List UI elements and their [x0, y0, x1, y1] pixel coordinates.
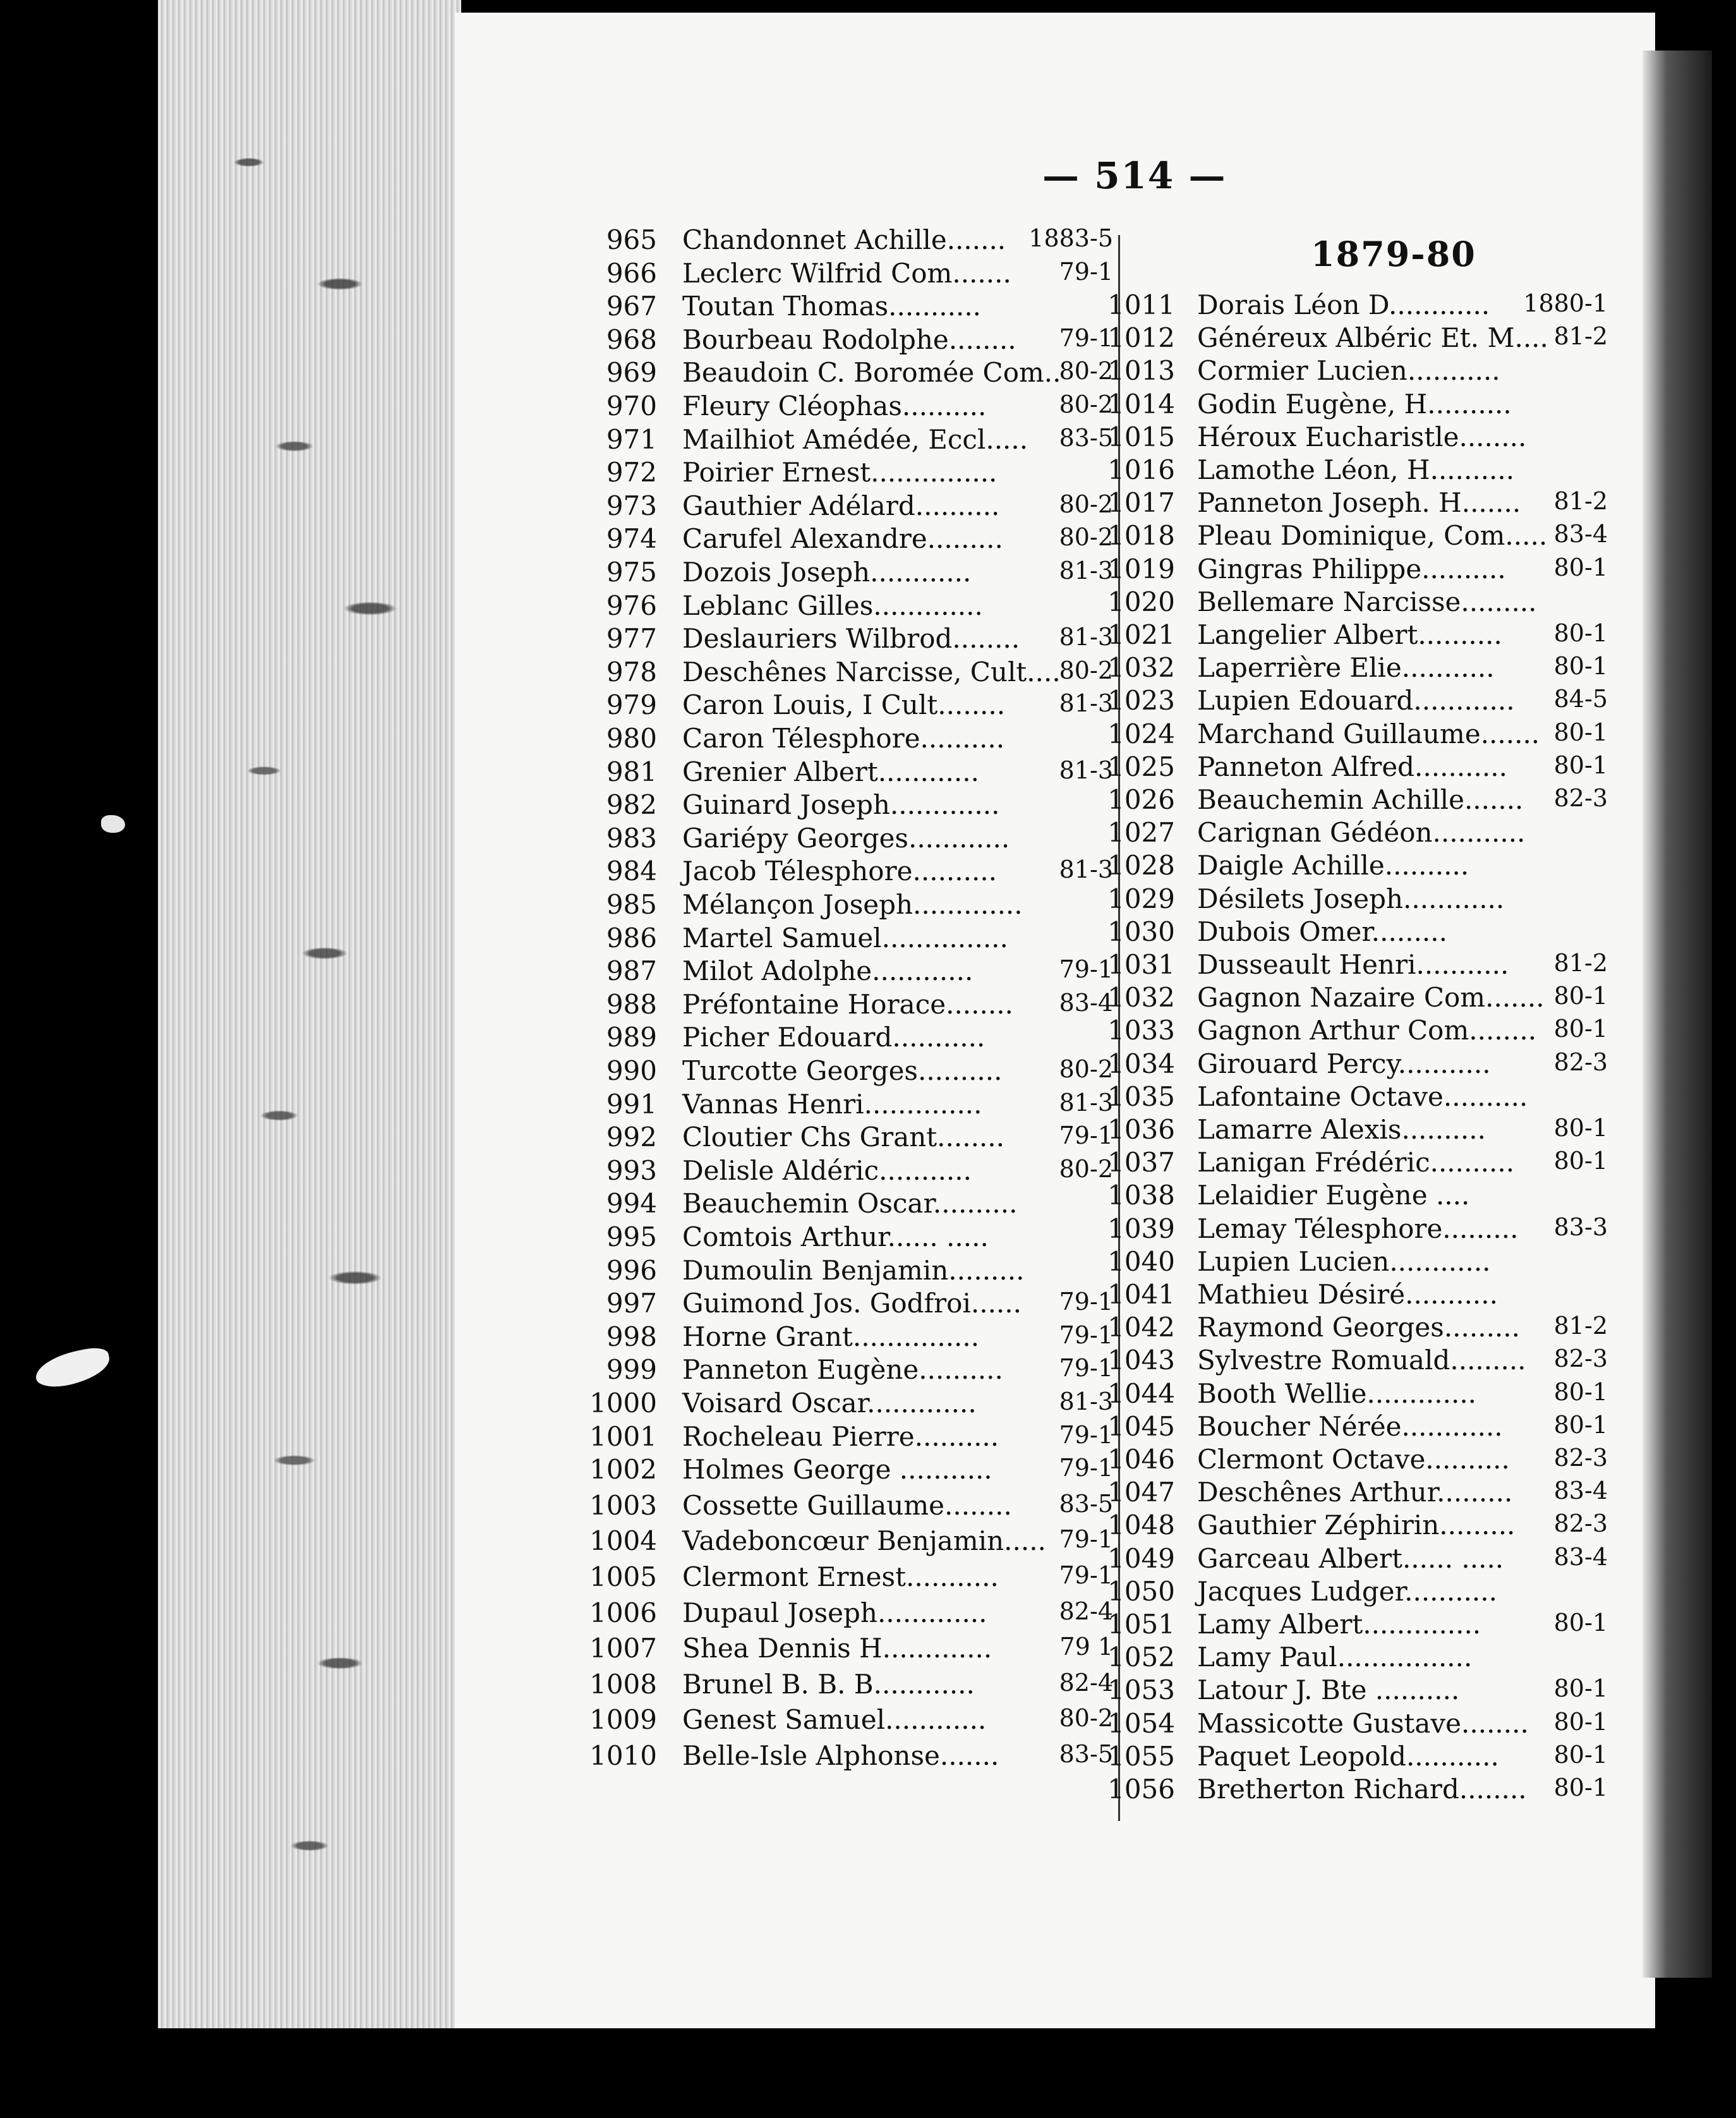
entry-name: Paquet Leopold...........: [1197, 1740, 1499, 1772]
entry-name: Fleury Cléophas..........: [682, 390, 987, 421]
entry-year-code: 79-1: [1059, 1321, 1113, 1349]
entry-number: 1035: [1107, 1080, 1175, 1112]
entry-name: Mélançon Joseph.............: [682, 889, 1023, 920]
entry-number: 1020: [1107, 586, 1175, 617]
entry-name: Cloutier Chs Grant........: [682, 1122, 1004, 1153]
entry-number: 1050: [1107, 1575, 1175, 1607]
entry-number: 1004: [589, 1525, 657, 1557]
entry-number: 971: [606, 423, 657, 455]
entry-name: Holmes George ...........: [682, 1454, 992, 1486]
entry-name: Beauchemin Achille.......: [1197, 784, 1524, 815]
entry-name: Milot Adolphe............: [682, 955, 973, 987]
entry-number: 1026: [1107, 784, 1175, 815]
entry-year-code: 83-4: [1059, 988, 1113, 1017]
entry-number: 985: [606, 889, 657, 920]
entry-number: 983: [606, 822, 657, 854]
entry-year-code: 79 1: [1059, 1633, 1113, 1661]
entry-name: Boucher Nérée............: [1197, 1410, 1503, 1442]
entry-year-code: 81-3: [1059, 1088, 1113, 1116]
entry-number: 1044: [1107, 1377, 1175, 1409]
entry-name: Carignan Gédéon...........: [1197, 817, 1526, 849]
entry-year-code: 79-1: [1059, 1354, 1113, 1383]
entry-name: Guinard Joseph.............: [682, 789, 1000, 821]
entry-number: 1006: [589, 1597, 657, 1628]
entry-name: Caron Télesphore..........: [682, 723, 1005, 754]
entry-year-code: 83-5: [1059, 423, 1113, 452]
entry-number: 977: [606, 623, 657, 655]
entry-number: 1051: [1107, 1609, 1175, 1640]
entry-year-code: 82-3: [1553, 1345, 1608, 1373]
entry-year-code: 81-3: [1059, 557, 1113, 584]
entry-year-code: 1883-5: [1028, 224, 1113, 252]
entry-year-code: 81-3: [1059, 856, 1113, 884]
entry-number: 996: [606, 1254, 657, 1286]
entry-name: Godin Eugène, H..........: [1197, 388, 1512, 420]
entry-number: 1032: [1107, 652, 1175, 684]
entry-year-code: 80-2: [1059, 656, 1113, 684]
entry-name: Massicotte Gustave........: [1197, 1707, 1529, 1739]
entry-number: 984: [606, 856, 657, 887]
entry-year-code: 80-1: [1553, 553, 1608, 581]
entry-number: 976: [606, 590, 657, 621]
entry-year-code: 79-1: [1059, 1288, 1113, 1316]
entry-name: Deschênes Arthur.........: [1197, 1477, 1513, 1508]
entry-name: Girouard Percy...........: [1197, 1048, 1491, 1079]
entry-name: Héroux Eucharistle........: [1197, 421, 1527, 452]
entry-number: 991: [606, 1088, 657, 1120]
entry-name: Booth Wellie.............: [1197, 1377, 1477, 1409]
entry-number: 1009: [589, 1704, 657, 1736]
entry-name: Belle-Isle Alphonse.......: [682, 1740, 999, 1771]
entry-year-code: 83-4: [1553, 1477, 1608, 1505]
entry-name: Lamy Albert..............: [1197, 1609, 1481, 1640]
entry-name: Comtois Arthur...... .....: [682, 1221, 989, 1252]
entry-name: Gagnon Nazaire Com.......: [1197, 982, 1545, 1014]
entry-name: Poirier Ernest...............: [682, 457, 998, 488]
entry-number: 973: [606, 490, 657, 521]
entry-name: Lamarre Alexis..........: [1197, 1114, 1486, 1145]
entry-year-code: 80-2: [1059, 523, 1113, 552]
entry-number: 1045: [1107, 1410, 1175, 1442]
entry-number: 1007: [589, 1633, 657, 1664]
entry-name: Dumoulin Benjamin.........: [682, 1254, 1025, 1286]
entry-name: Cossette Guillaume........: [682, 1489, 1012, 1521]
entry-year-code: 83-3: [1553, 1213, 1608, 1241]
entry-number: 1038: [1107, 1180, 1175, 1211]
entry-year-code: 79-1: [1059, 1454, 1113, 1482]
entry-year-code: 81-2: [1553, 322, 1608, 351]
entry-number: 990: [606, 1055, 657, 1086]
entry-year-code: 80-1: [1553, 1707, 1608, 1736]
entry-name: Raymond Georges.........: [1197, 1312, 1520, 1343]
entry-name: Clermont Octave..........: [1197, 1444, 1510, 1475]
entry-year-code: 80-1: [1553, 1774, 1608, 1801]
entry-number: 966: [606, 257, 657, 289]
entry-number: 1037: [1107, 1147, 1175, 1178]
entry-name: Beauchemin Oscar..........: [682, 1188, 1018, 1219]
entry-year-code: 80-2: [1059, 1704, 1113, 1733]
entry-number: 974: [606, 523, 657, 555]
entry-name: Langelier Albert..........: [1197, 619, 1502, 650]
entry-year-code: 79-1: [1059, 1525, 1113, 1554]
entry-year-code: 1880-1: [1523, 289, 1608, 317]
margin-mark: [101, 815, 125, 833]
entry-number: 1041: [1107, 1279, 1175, 1310]
entry-year-code: 83-4: [1553, 1542, 1608, 1571]
entry-number: 1029: [1107, 883, 1175, 914]
entry-name: Guimond Jos. Godfroi......: [682, 1288, 1022, 1319]
entry-number: 969: [606, 357, 657, 389]
entry-name: Latour J. Bte ..........: [1197, 1674, 1460, 1706]
entry-year-code: 79-1: [1059, 257, 1113, 286]
entry-number: 1055: [1107, 1740, 1175, 1772]
entry-number: 992: [606, 1122, 657, 1153]
entry-year-code: 84-5: [1553, 685, 1608, 713]
entry-name: Deslauriers Wilbrod........: [682, 623, 1020, 655]
entry-year-code: 80-1: [1553, 619, 1608, 647]
entry-year-code: 82-4: [1059, 1597, 1113, 1625]
entry-name: Lamy Paul................: [1197, 1642, 1473, 1673]
entry-name: Laperrière Elie...........: [1197, 652, 1495, 684]
entry-number: 1014: [1107, 388, 1175, 420]
entry-name: Pleau Dominique, Com.....: [1197, 520, 1548, 552]
entry-number: 1018: [1107, 520, 1175, 552]
entry-number: 1049: [1107, 1542, 1175, 1574]
entry-name: Dupaul Joseph.............: [682, 1597, 987, 1628]
edge-speckle: [158, 0, 461, 2028]
entry-year-code: 80-1: [1553, 1410, 1608, 1439]
entry-name: Grenier Albert............: [682, 756, 979, 787]
entry-year-code: 83-5: [1059, 1740, 1113, 1768]
entry-number: 986: [606, 922, 657, 953]
entry-year-code: 82-3: [1553, 784, 1608, 812]
entry-name: Vadeboncœur Benjamin.....: [682, 1525, 1046, 1557]
entry-name: Bourbeau Rodolphe........: [682, 324, 1016, 355]
entry-year-code: 80-1: [1553, 1015, 1608, 1043]
entry-number: 979: [606, 689, 657, 721]
entry-year-code: 81-3: [1059, 756, 1113, 784]
entry-number: 968: [606, 324, 657, 355]
entry-number: 970: [606, 390, 657, 421]
entry-name: Bellemare Narcisse.........: [1197, 586, 1537, 617]
entry-number: 982: [606, 789, 657, 821]
entry-year-code: 81-2: [1553, 1312, 1608, 1340]
entry-number: 1021: [1107, 619, 1175, 650]
entry-name: Cormier Lucien...........: [1197, 355, 1500, 387]
entry-year-code: 83-4: [1553, 520, 1608, 548]
entry-number: 1002: [589, 1454, 657, 1486]
entry-name: Horne Grant...............: [682, 1321, 980, 1352]
entry-name: Panneton Alfred...........: [1197, 751, 1507, 782]
entry-name: Dozois Joseph............: [682, 557, 972, 588]
entry-number: 995: [606, 1221, 657, 1252]
entry-number: 980: [606, 723, 657, 754]
entry-name: Désilets Joseph............: [1197, 883, 1505, 914]
entry-name: Carufel Alexandre.........: [682, 523, 1003, 555]
entry-year-code: 81-3: [1059, 623, 1113, 651]
entry-number: 987: [606, 955, 657, 987]
entry-number: 1015: [1107, 421, 1175, 452]
entry-name: Genest Samuel............: [682, 1704, 987, 1736]
entry-year-code: 79-1: [1059, 1561, 1113, 1589]
entry-number: 1052: [1107, 1642, 1175, 1673]
entry-year-code: 81-2: [1553, 487, 1608, 516]
entry-number: 994: [606, 1188, 657, 1219]
entry-name: Shea Dennis H.............: [682, 1633, 992, 1664]
entry-name: Mailhiot Amédée, Eccl.....: [682, 423, 1028, 455]
entry-name: Jacques Ludger...........: [1197, 1575, 1497, 1607]
entry-year-code: 80-2: [1059, 1055, 1113, 1083]
entry-number: 989: [606, 1022, 657, 1053]
entry-year-code: 80-1: [1553, 751, 1608, 779]
entry-number: 1043: [1107, 1345, 1175, 1376]
entry-number: 1023: [1107, 685, 1175, 717]
entry-name: Martel Samuel...............: [682, 922, 1008, 953]
entry-number: 1025: [1107, 751, 1175, 782]
entry-number: 1046: [1107, 1444, 1175, 1475]
entry-number: 1013: [1107, 355, 1175, 387]
entry-number: 1031: [1107, 949, 1175, 980]
entry-name: Chandonnet Achille.......: [682, 224, 1006, 255]
entry-name: Lanigan Frédéric..........: [1197, 1147, 1515, 1178]
binding-shadow: [1643, 51, 1712, 1978]
entry-year-code: 80-2: [1059, 1154, 1113, 1183]
entry-number: 1054: [1107, 1707, 1175, 1739]
entry-name: Dubois Omer.........: [1197, 916, 1447, 947]
entry-number: 1027: [1107, 817, 1175, 849]
entry-name: Rocheleau Pierre..........: [682, 1420, 999, 1452]
entry-name: Gauthier Adélard..........: [682, 490, 1000, 521]
margin-mark: [32, 1345, 113, 1391]
entry-name: Lupien Lucien............: [1197, 1245, 1491, 1277]
entry-name: Clermont Ernest...........: [682, 1561, 999, 1592]
entry-year-code: 82-3: [1553, 1048, 1608, 1076]
entry-number: 1005: [589, 1561, 657, 1592]
entry-number: 1056: [1107, 1774, 1175, 1805]
entry-number: 1000: [589, 1388, 657, 1419]
entry-number: 1032: [1107, 982, 1175, 1014]
entry-number: 1010: [589, 1740, 657, 1771]
entry-name: Gariépy Georges............: [682, 822, 1010, 854]
entry-name: Picher Edouard...........: [682, 1022, 986, 1053]
entry-year-code: 80-1: [1553, 1147, 1608, 1175]
entry-number: 999: [606, 1354, 657, 1386]
entry-number: 1040: [1107, 1245, 1175, 1277]
entry-number: 1030: [1107, 916, 1175, 947]
entry-year-code: 80-1: [1553, 1740, 1608, 1769]
entry-name: Deschênes Narcisse, Cult....: [682, 656, 1061, 687]
entry-number: 1011: [1107, 289, 1175, 320]
entry-year-code: 79-1: [1059, 324, 1113, 352]
entry-name: Gagnon Arthur Com........: [1197, 1015, 1537, 1046]
entry-number: 1019: [1107, 553, 1175, 584]
entry-number: 967: [606, 291, 657, 322]
entry-name: Panneton Joseph. H.......: [1197, 487, 1521, 519]
entry-name: Beaudoin C. Boromée Com..: [682, 357, 1061, 389]
entry-name: Gauthier Zéphirin.........: [1197, 1510, 1516, 1541]
entry-name: Jacob Télesphore..........: [682, 856, 998, 887]
entry-name: Lelaidier Eugène ....: [1197, 1180, 1470, 1211]
entry-number: 1042: [1107, 1312, 1175, 1343]
entry-name: Voisard Oscar.............: [682, 1388, 977, 1419]
entry-number: 1053: [1107, 1674, 1175, 1706]
entry-year-code: 80-1: [1553, 982, 1608, 1010]
entry-name: Généreux Albéric Et. M....: [1197, 322, 1548, 354]
entry-name: Vannas Henri..............: [682, 1088, 982, 1120]
entry-year-code: 82-3: [1553, 1444, 1608, 1472]
entry-year-code: 80-1: [1553, 1114, 1608, 1142]
entry-year-code: 80-1: [1553, 1377, 1608, 1406]
entry-name: Turcotte Georges..........: [682, 1055, 1003, 1086]
entry-number: 988: [606, 988, 657, 1020]
entry-year-code: 81-2: [1553, 949, 1608, 977]
entry-name: Mathieu Désiré...........: [1197, 1279, 1498, 1310]
entry-name: Dusseault Henri...........: [1197, 949, 1509, 980]
entry-year-code: 83-5: [1059, 1489, 1113, 1518]
entry-number: 1028: [1107, 850, 1175, 881]
entry-name: Préfontaine Horace........: [682, 988, 1013, 1020]
entry-number: 1008: [589, 1668, 657, 1700]
year-heading: 1879-80: [1311, 234, 1476, 274]
entry-year-code: 80-2: [1059, 490, 1113, 518]
entry-number: 981: [606, 756, 657, 787]
entry-number: 1034: [1107, 1048, 1175, 1079]
entry-number: 1036: [1107, 1114, 1175, 1145]
entry-year-code: 80-2: [1059, 357, 1113, 385]
entry-number: 978: [606, 656, 657, 687]
entry-name: Lemay Télesphore.........: [1197, 1213, 1519, 1244]
entry-number: 997: [606, 1288, 657, 1319]
entry-name: Daigle Achille..........: [1197, 850, 1469, 881]
entry-number: 1039: [1107, 1213, 1175, 1244]
page-number: — 514 —: [1042, 154, 1227, 197]
entry-name: Sylvestre Romuald.........: [1197, 1345, 1526, 1376]
entry-number: 998: [606, 1321, 657, 1352]
entry-number: 993: [606, 1154, 657, 1186]
entry-name: Garceau Albert...... .....: [1197, 1542, 1504, 1574]
entry-name: Leblanc Gilles.............: [682, 590, 983, 621]
entry-name: Brunel B. B. B............: [682, 1668, 975, 1700]
entry-year-code: 81-3: [1059, 1388, 1113, 1415]
entry-name: Delisle Aldéric...........: [682, 1154, 972, 1186]
entry-name: Lafontaine Octave..........: [1197, 1080, 1528, 1112]
entry-year-code: 80-1: [1553, 1674, 1608, 1703]
entry-name: Caron Louis, I Cult........: [682, 689, 1006, 721]
entry-year-code: 82-3: [1553, 1510, 1608, 1538]
entry-name: Leclerc Wilfrid Com.......: [682, 257, 1011, 289]
entry-name: Gingras Philippe..........: [1197, 553, 1506, 584]
entry-number: 1017: [1107, 487, 1175, 519]
entry-number: 1033: [1107, 1015, 1175, 1046]
entry-name: Bretherton Richard........: [1197, 1774, 1527, 1805]
entry-name: Lupien Edouard............: [1197, 685, 1515, 717]
entry-number: 1047: [1107, 1477, 1175, 1508]
entry-name: Toutan Thomas...........: [682, 291, 982, 322]
entry-name: Lamothe Léon, H..........: [1197, 454, 1515, 485]
entry-name: Dorais Léon D............: [1197, 289, 1490, 320]
entry-name: Marchand Guillaume.......: [1197, 718, 1540, 749]
entry-number: 1001: [589, 1420, 657, 1452]
entry-year-code: 81-3: [1059, 689, 1113, 718]
entry-number: 1024: [1107, 718, 1175, 749]
entry-year-code: 80-2: [1059, 390, 1113, 418]
book-page-edges: [158, 0, 461, 2028]
entry-year-code: 80-1: [1553, 718, 1608, 746]
entry-year-code: 79-1: [1059, 1420, 1113, 1449]
entry-name: Panneton Eugène..........: [682, 1354, 1003, 1386]
entry-year-code: 80-1: [1553, 652, 1608, 681]
entry-year-code: 80-1: [1553, 1609, 1608, 1637]
entry-number: 1003: [589, 1489, 657, 1521]
entry-number: 965: [606, 224, 657, 255]
entry-number: 975: [606, 557, 657, 588]
entry-number: 1012: [1107, 322, 1175, 354]
entry-year-code: 79-1: [1059, 1122, 1113, 1150]
entry-number: 972: [606, 457, 657, 488]
entry-year-code: 82-4: [1059, 1668, 1113, 1697]
entry-number: 1048: [1107, 1510, 1175, 1541]
entry-number: 1016: [1107, 454, 1175, 485]
entry-year-code: 79-1: [1059, 955, 1113, 984]
